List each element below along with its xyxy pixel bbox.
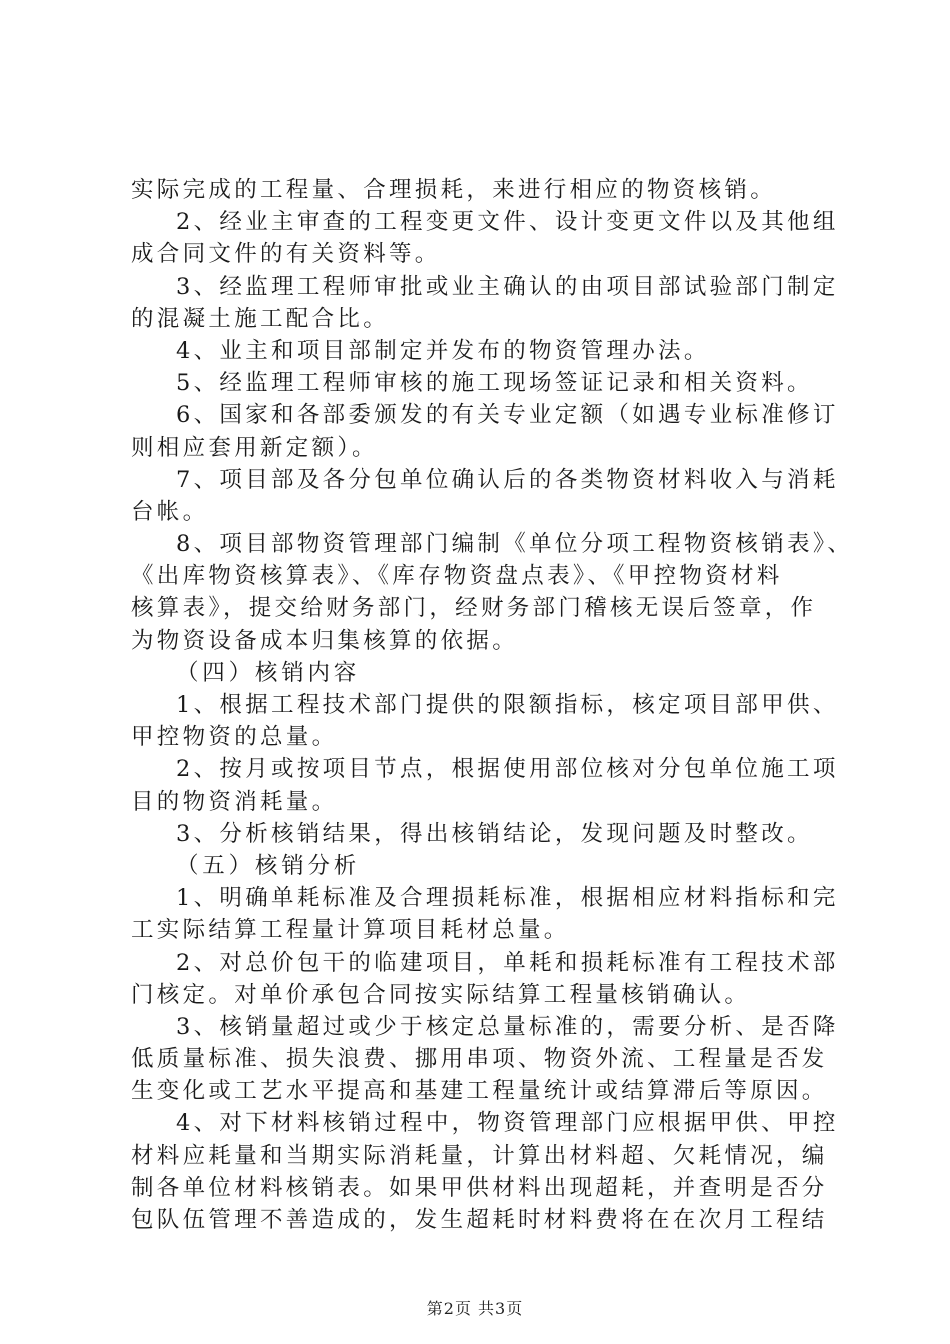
text-line: 生变化或工艺水平提高和基建工程量统计或结算滞后等原因。	[131, 1078, 828, 1105]
page-footer: 第2页 共3页	[426, 1299, 524, 1318]
text-line: 核算表》，提交给财务部门，经财务部门稽核无误后签章，作	[131, 595, 817, 622]
text-line: 门核定。对单价承包合同按实际结算工程量核销确认。	[131, 981, 751, 1008]
text-line: 目的物资消耗量。	[131, 788, 338, 815]
text-line: 材料应耗量和当期实际消耗量，计算出材料超、欠耗情况，编	[131, 1142, 828, 1169]
text-line: 《出库物资核算表》、《库存物资盘点表》、《甲控物资材料	[131, 563, 783, 590]
text-line: 3、分析核销结果，得出核销结论，发现问题及时整改。	[176, 820, 813, 847]
text-line: 的混凝土施工配合比。	[131, 305, 390, 332]
section-heading: （四）核销内容	[176, 659, 361, 686]
text-line: 2、对总价包干的临建项目，单耗和损耗标准有工程技术部	[176, 949, 839, 976]
text-line: 4、业主和项目部制定并发布的物资管理办法。	[176, 337, 710, 364]
text-line: 5、经监理工程师审核的施工现场签证记录和相关资料。	[176, 370, 813, 397]
text-line: 包队伍管理不善造成的，发生超耗时材料费将在在次月工程结	[131, 1207, 828, 1233]
text-line: 1、根据工程技术部门提供的限额指标，核定项目部甲供、	[176, 692, 839, 718]
text-line: 1、明确单耗标准及合理损耗标准，根据相应材料指标和完	[176, 885, 839, 912]
document-body	[131, 174, 854, 1236]
text-line: 工实际结算工程量计算项目耗材总量。	[131, 917, 570, 944]
section-heading: （五）核销分析	[176, 852, 361, 879]
text-line: 制各单位材料核销表。如果甲供材料出现超耗，并查明是否分	[131, 1174, 828, 1201]
text-line: 7、项目部及各分包单位确认后的各类物资材料收入与消耗	[176, 466, 839, 493]
text-line: 低质量标准、损失浪费、挪用串项、物资外流、工程量是否发	[131, 1046, 828, 1073]
text-line: 甲控物资的总量。	[131, 724, 338, 751]
text-line: 为物资设备成本归集核算的依据。	[131, 627, 519, 654]
text-line: 成合同文件的有关资料等。	[131, 241, 441, 268]
text-line: 3、经监理工程师审批或业主确认的由项目部试验部门制定	[176, 273, 839, 300]
text-line: 则相应套用新定额）。	[131, 434, 378, 461]
text-line: 8、项目部物资管理部门编制《单位分项工程物资核销表》、	[176, 531, 854, 558]
text-line: 台帐。	[131, 498, 209, 525]
text-line: 2、按月或按项目节点，根据使用部位核对分包单位施工项	[176, 756, 839, 783]
text-line: 4、对下材料核销过程中，物资管理部门应根据甲供、甲控	[176, 1110, 839, 1137]
text-line: 实际完成的工程量、合理损耗，来进行相应的物资核销。	[131, 177, 777, 203]
text-line: 3、核销量超过或少于核定总量标准的，需要分析、是否降	[176, 1013, 839, 1040]
text-line: 2、经业主审查的工程变更文件、设计变更文件以及其他组	[176, 209, 839, 236]
text-line: 6、国家和各部委颁发的有关专业定额（如遇专业标准修订	[176, 402, 839, 429]
